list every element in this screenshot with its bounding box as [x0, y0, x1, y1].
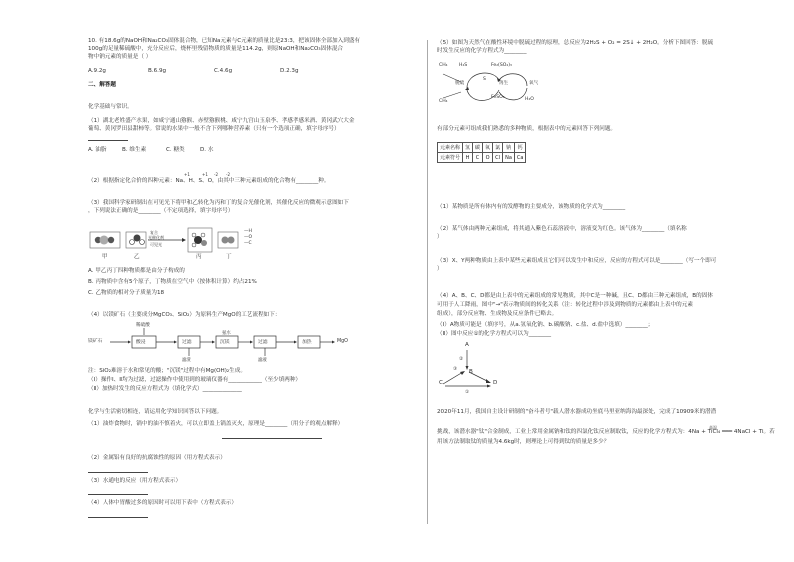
q14-line2: 挑战，该潜水器"钛"合金制成，工业上常用金属钠和钛的四氯化钛反应制取钛，反应的化学方程式为：4Na + TiCl₄ ═══ 4NaCl + Ti。若: [437, 429, 775, 435]
q11-p1-opt-c: C. 糖类: [166, 147, 185, 153]
flow-step-2: 过滤: [182, 340, 192, 345]
valence-h: +1: [202, 172, 208, 177]
legend-o: —O: [244, 235, 253, 240]
arrow-label-2: ②: [459, 357, 464, 362]
q14-condition: 高温: [709, 425, 717, 430]
q10-line2: 100g的足量稀硫酸中，充分反应后，烧杯里残留物质的质量是114.2g，则原NaOH和Na₂CO₃固体混合: [88, 46, 344, 52]
column-divider: [427, 40, 428, 524]
q11-p1-line1: （1）湖北老姓盛产水果，如咸宁通山猕猴、赤壁猕猴桃、咸宁九宫山玉泉李、孝感孝感米酒、黄冈武穴大金: [88, 118, 355, 124]
q12-p1: （1）油炸食物时，锅中的油不慎着火，可以立即盖上锅盖灭火，原理是________（用分子的观点解释）: [88, 421, 344, 427]
q13-p5-line1: （5）如图为天然气在酸性环境中脱硫过程的原理，总反应为2H₂S + O₂ = 2S↓ + 2H₂O。分析下图回答：脱硫: [437, 40, 714, 46]
node-d: D: [493, 380, 498, 386]
answer-blank[interactable]: [222, 432, 322, 439]
valence-s: -2: [214, 172, 218, 177]
element-table: [437, 142, 526, 163]
reaction-micro-diagram: [88, 226, 263, 262]
table-cell: Na: [503, 153, 515, 163]
valence-na: +1: [184, 172, 190, 177]
arrow-label-3: ③: [453, 367, 458, 372]
cycle-fe2so43: Fe₂(SO₄)₃: [491, 63, 512, 68]
q11-p1-line2: 葡萄、黄冈罗田县甜柿等。常说的水果中一般不含下列哪种营养素（只有一个选项正确，填字母序号）: [88, 126, 340, 132]
valence-o: -2: [226, 172, 230, 177]
molecule-label-bing: 丙: [196, 254, 202, 260]
q13-intro: 有部分元素可组成我们熟悉的多种物质，根据表中的元素回答下列问题。: [437, 126, 617, 132]
table-cell: 氢: [463, 143, 473, 153]
catalyst-label-3: 可见光: [150, 242, 162, 247]
substance-relation-diagram: [437, 342, 517, 388]
q10-option-c: C.4.6g: [214, 68, 233, 74]
flow-reagent: 氨水: [222, 331, 231, 336]
flow-product: MgO: [337, 339, 348, 344]
q14-line3: 用该方法制取钛的质量为4.6kg时，则理论上可得到钛的质量是多少？: [437, 439, 610, 445]
q13-q4-line3: 组成），部分反应物、生成物及反应条件已略去。: [437, 311, 558, 317]
flow-residue: 滤渣: [182, 358, 191, 363]
q13-q2-line2: ）: [437, 234, 443, 240]
cycle-regen: 再生: [499, 81, 509, 86]
cycle-s: S: [483, 77, 486, 82]
flow-step-4: 过滤: [258, 340, 268, 345]
catalyst-label-2: 光催化剂: [148, 235, 164, 240]
node-a: A: [465, 342, 469, 348]
q12-title: 化学与生活密切相连，请运用化学知识回答以下问题。: [88, 409, 223, 415]
table-cell: C: [473, 153, 483, 163]
flow-step-1: 酸浸: [136, 340, 146, 345]
table-cell: 元素符号: [438, 153, 463, 163]
flow-acid: 稀硫酸: [136, 323, 150, 328]
q13-p5-line2: 时发生反应的化学方程式为________: [437, 48, 527, 54]
q14-line1: 2020年11月，我国自主设计研制的"奋斗者号"载人潜水器成功坐底马里亚纳海沟最深处，完成了10909米的潜潜: [437, 409, 717, 415]
cycle-desulfur: 脱硫: [455, 81, 465, 86]
q13-q4-sub1: （Ⅰ）A物质可能是（填序号，从a.氢氧化钠、b.碳酸钠、c.盐、d.盐中选填）________；: [437, 322, 654, 328]
node-c: C: [439, 380, 443, 386]
answer-blank[interactable]: [88, 511, 148, 518]
q11-p4-line1: （4）以镁矿石（主要成分MgCO₃、SiO₂）为原料生产MgO的工艺流程如下：: [88, 312, 281, 318]
q10-option-d: D.2.3g: [280, 68, 299, 74]
q13-q1: （1）某物质是所有体内有的发酵物的主要成分，该物质的化学式为________: [437, 204, 626, 210]
q13-q3-line2: ）: [437, 266, 443, 272]
q13-q3-line1: （3）X、Y两种物质由上表中某些元素组成且它们可以发生中和反应，反应的方程式可以是________（写一个即可: [437, 258, 717, 264]
table-cell: Ca: [514, 153, 526, 163]
q11-p1-opt-a: A. 油脂: [88, 147, 107, 153]
q12-p3: （3）水通电的反应（用方程式表示）: [88, 478, 182, 484]
q11-p3-line2: ，下列说法正确的是________（不定项选择，填字母序号）: [88, 208, 234, 214]
legend-c: —C: [244, 241, 252, 246]
q11-p3-opt-a: A. 甲乙丙丁四种物质都是由分子构成的: [88, 268, 185, 274]
molecule-label-ding: 丁: [226, 254, 232, 260]
table-cell: Cl: [493, 153, 503, 163]
table-cell: 氧: [483, 143, 493, 153]
q10-line1: 10. 有18.6g的NaOH和Na₂CO₃固体混合物，已知Na元素与C元素的质量比是23:3，把该固体全部加入到盛有: [88, 38, 360, 44]
q13-q4-line1: （4）A、B、C、D都是由上表中的元素组成的常见物质，其中C是一种碱，且C、D都由三种元素组成，B的固体: [437, 293, 713, 299]
table-cell: 钙: [514, 143, 526, 153]
q11-p3-line1: （3）我国科学家研制出在可见光下将甲和乙转化为丙和丁的复合光催化剂，其催化反应的微观示意图如下: [88, 200, 349, 206]
table-cell: 元素名称: [438, 143, 463, 153]
cycle-h2s: H₂S: [459, 63, 468, 68]
q12-p2: （2）金属铝有良好的抗腐蚀性的原因（用方程式表示）: [88, 455, 226, 461]
table-cell: O: [483, 153, 493, 163]
table-cell: 氯: [493, 143, 503, 153]
q11-title: 化学基础与常识。: [88, 104, 133, 110]
q11-p2: （2）根据指定化合价的四种元素：Na、H、S、O，由其中三种元素组成的化合物有________种。: [88, 178, 330, 184]
cycle-ch4-in: CH₄: [439, 63, 448, 68]
table-cell: 碳: [473, 143, 483, 153]
q13-q2-line1: （2）某气体由两种元素组成，将其通入紫色石蕊溶液中，溶液变为红色。该气体为________（填名称: [437, 226, 687, 232]
answer-blank[interactable]: [88, 134, 128, 141]
table-cell: H: [463, 153, 473, 163]
q13-q4-sub2: （Ⅱ）图中反应①的化学方程式可以为________: [437, 331, 552, 337]
cycle-oxygen: 氧气: [529, 81, 539, 86]
q11-p3-opt-b: B. 丙物质中含有5个原子，丁物质在空气中（按体积计算）约占21%: [88, 279, 257, 285]
q11-p3-opt-c: C. 乙物质的相对分子质量为18: [88, 290, 165, 296]
cycle-h2o: H₂O: [525, 97, 534, 102]
table-row: [438, 143, 526, 153]
node-b: B: [469, 369, 473, 375]
flow-filtrate: 滤液: [258, 358, 267, 363]
legend-h: —H: [244, 229, 252, 234]
q11-p4-q1: （Ⅰ）操作Ⅰ、Ⅱ均为过滤，过滤操作中使用到的玻璃仪器有____________（至少填两种）: [88, 377, 302, 383]
answer-blank[interactable]: [88, 488, 148, 495]
q11-p1-opt-d: D. 水: [200, 147, 214, 153]
table-cell: 钠: [503, 143, 515, 153]
arrow-label-1: ①: [465, 390, 470, 395]
cycle-feso4: FeSO₄: [491, 95, 505, 100]
q10-line3: 物中钠元素的质量是（ ）: [88, 54, 152, 60]
cycle-ch4-out: CH₄: [439, 99, 448, 104]
catalyst-label-1: 复合: [150, 230, 158, 235]
q11-p4-q2: （Ⅱ）加热时发生的反应方程式为（填化学式）______________: [88, 386, 242, 392]
answer-blank[interactable]: [88, 466, 148, 473]
q13-q4-line2: 可用于人工降雨，图中"→"表示物质间的转化关系（注：转化过程中涉及到物质的元素都由上表中的元素: [437, 302, 693, 308]
q10-option-b: B.6.9g: [148, 68, 167, 74]
molecule-label-jia: 甲: [102, 254, 108, 260]
q12-p4: （4）人体中胃酸过多的原因时可以用下表中（方程式表示）: [88, 500, 237, 506]
q11-p1-opt-b: B. 维生素: [122, 147, 147, 153]
q10-option-a: A.9.2g: [88, 68, 106, 74]
flow-note: 注：SiO₂难溶于水和常见的酸；"沉镁"过程中有Mg(OH)₂生成。: [88, 368, 246, 374]
molecule-label-yi: 乙: [134, 254, 140, 260]
flow-step-3: 沉镁: [220, 340, 230, 345]
table-row: [438, 153, 526, 163]
flow-step-5: 加热: [302, 340, 312, 345]
section-heading: 二、解答题: [88, 82, 116, 88]
flow-raw: 镁矿石: [88, 339, 103, 344]
